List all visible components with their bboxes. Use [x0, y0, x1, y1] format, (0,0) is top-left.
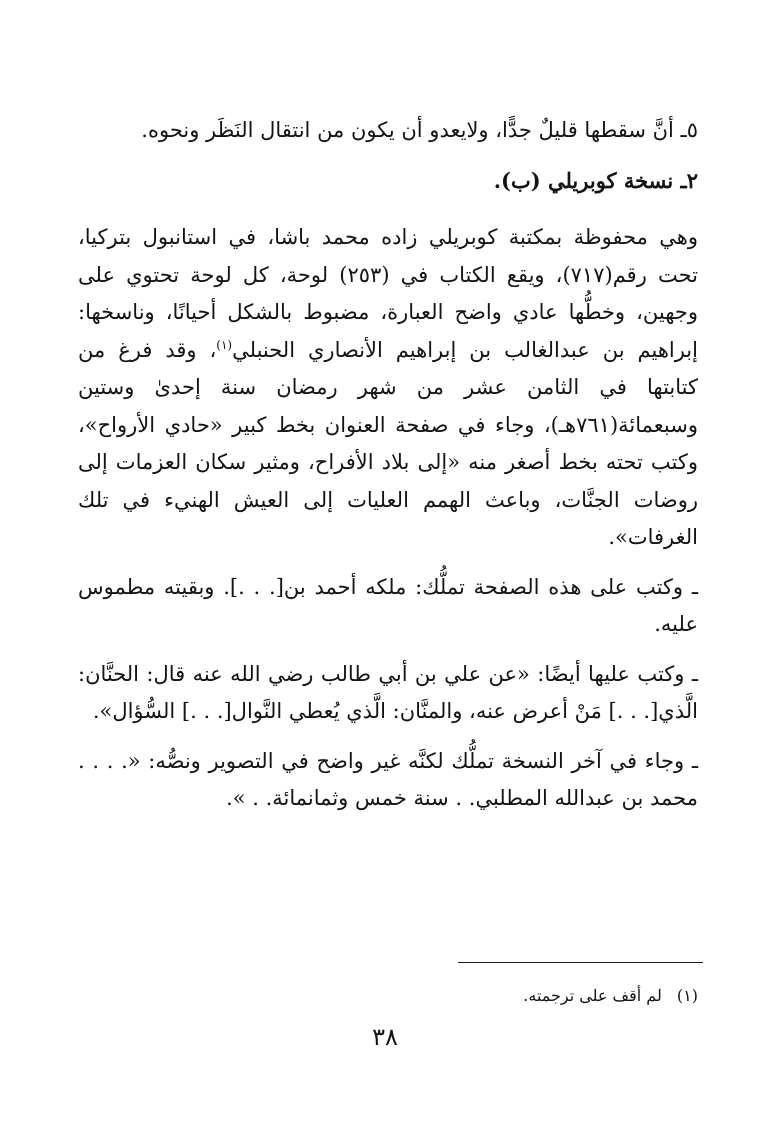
- paragraph-manuscript-description: [78, 219, 698, 557]
- paragraph-end-ownership: ـ وجاء في آخر النسخة تملُّك لكنَّه غير واضح في التصوير ونصُّه: «. . . . محمد بن عبدالله المطلبي. . سنة خمس وثمانمائة. . ».: [78, 748, 698, 810]
- footnote-divider: [458, 962, 703, 963]
- footnote: [338, 984, 698, 1008]
- paragraph-ali-quote: ـ وكتب عليها أيضًا: «عن علي بن أبي طالب رضي الله عنه قال: الحنَّان: الَّذي[. . .] مَنْ أعرض عنه، والمنَّان: الَّذي يُعطي النَّوال[. . .] السُّؤال».: [78, 661, 698, 723]
- manuscript-text-part-2: ، وقد فرغ من كتابتها في الثامن عشر من شهر رمضان سنة إحدىٰ وستين وسبعمائة(٧٦١هـ)، وجاء في صفحة العنوان بخط كبير «حادي الأرواح»، وكتب تحته بخط أصغر منه «إلى بلاد الأفراح، ومثير سكان العزمات إلى روضات الجنَّات، وباعث الهمم العليات إلى العيش الهنيء في تلك الغرفات».: [78, 337, 698, 549]
- manuscript-text-part-1: وهي محفوظة بمكتبة كوبريلي زاده محمد باشا، في استانبول بتركيا، تحت رقم(٧١٧)، ويقع الكتاب في (٢٥٣) لوحة، كل لوحة تحتوي على وجهين، وخطُّها عادي واضح العبارة، مضبوط بالشكل أحيانًا، وناسخها: إبراهيم بن عبدالغالب بن إبراهيم الأنصاري الحنبلي: [78, 225, 698, 362]
- footnote-text: لم أقف على ترجمته.: [523, 986, 662, 1005]
- footnote-reference: (١): [216, 337, 233, 352]
- page-body: [78, 112, 698, 818]
- page-number: ٣٨: [372, 1023, 398, 1051]
- paragraph-ownership-note: ـ وكتب على هذه الصفحة تملُّك: ملكه أحمد بن[. . .]. وبقيته مطموس عليه.: [78, 574, 698, 636]
- footnote-number: (١): [676, 986, 698, 1005]
- section-heading: ٢ـ نسخة كوبريلي (ب).: [493, 167, 698, 193]
- paragraph-5: ٥ـ أنَّ سقطها قليلٌ جدًّا، ولايعدو أن يكون من انتقال النَظَر ونحوه.: [141, 118, 698, 142]
